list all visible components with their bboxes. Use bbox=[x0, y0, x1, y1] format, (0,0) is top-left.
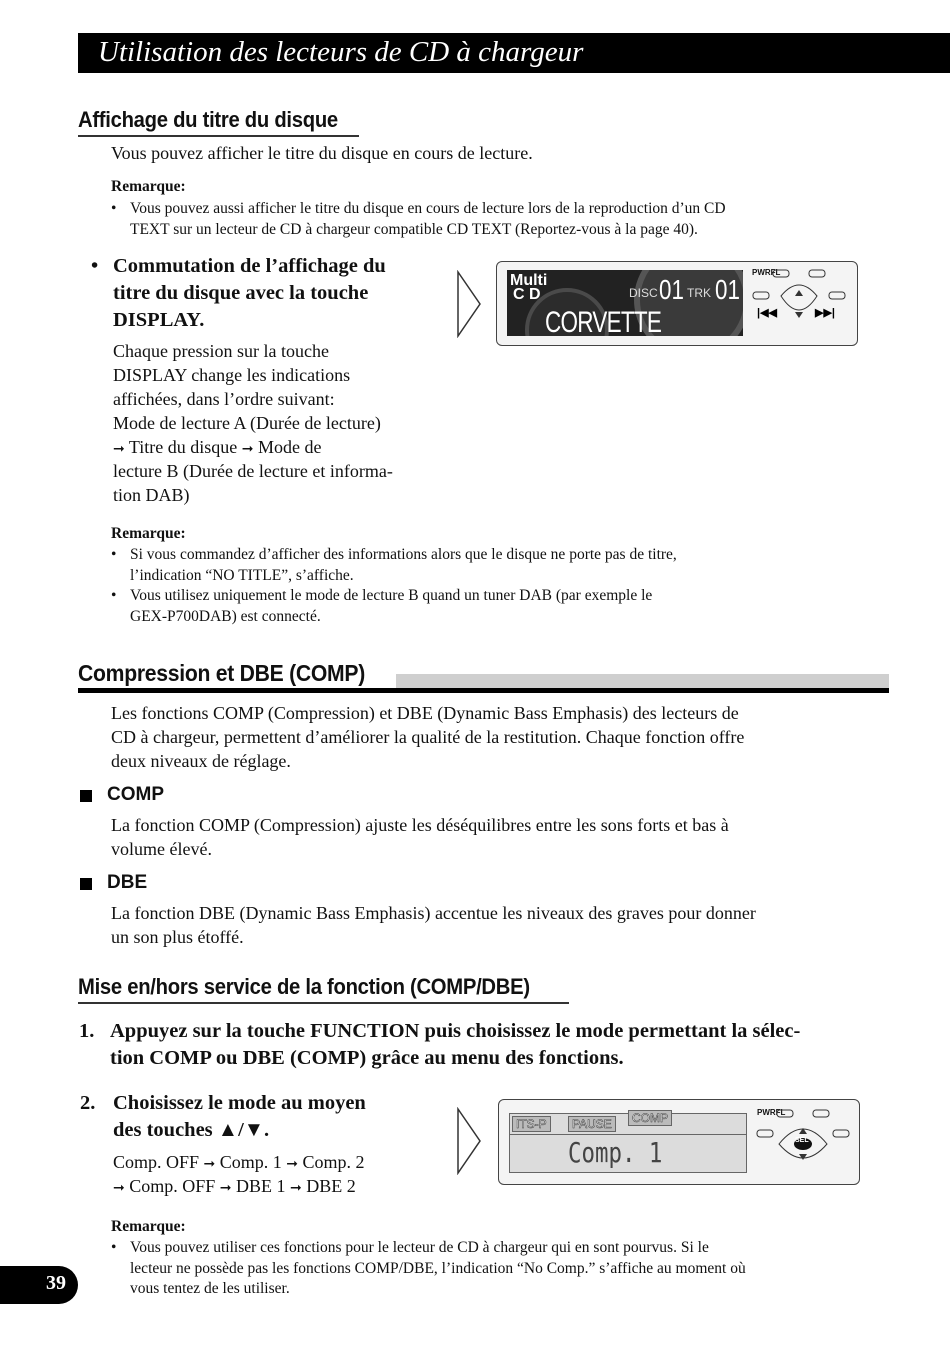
pwrfl-label: PWRFL bbox=[752, 268, 781, 277]
sub-heading-bullet: • bbox=[91, 255, 99, 277]
section-heading-comp-dbe: Mise en/hors service de la fonction (COMP/DBE) bbox=[78, 974, 530, 999]
note-line: l’indication “NO TITLE”, s’affiche. bbox=[130, 567, 354, 584]
heading-underline bbox=[78, 1002, 569, 1004]
note-line: Vous utilisez uniquement le mode de lecture B quand un tuner DAB (par exemple le bbox=[130, 587, 653, 604]
pause-indicator: PAUSE bbox=[568, 1116, 616, 1132]
display-panel-disc-title bbox=[496, 261, 858, 346]
svg-text:|◀◀: |◀◀ bbox=[757, 307, 777, 319]
pwrfl-label: PWRFL bbox=[757, 1108, 786, 1117]
page-number-tab bbox=[0, 1266, 78, 1304]
step-number: 2. bbox=[80, 1092, 96, 1114]
body-line: La fonction COMP (Compression) ajuste les déséquilibres entre les sons forts et bas à bbox=[111, 815, 729, 835]
body-line: DISPLAY change les indications bbox=[113, 365, 351, 385]
sequence-item: Titre du disque bbox=[128, 437, 238, 457]
note-line: lecteur ne possède pas les fonctions COMP/DBE, l’indication “No Comp.” s’affiche au moment où bbox=[130, 1260, 746, 1277]
pointer-triangle-icon bbox=[456, 1107, 482, 1175]
display-panel-comp bbox=[498, 1099, 860, 1185]
body-line: affichées, dans l’ordre suivant: bbox=[113, 389, 335, 409]
sequence-item: Comp. 1 bbox=[219, 1152, 282, 1172]
lcd-screen bbox=[509, 1113, 747, 1173]
body-line: Mode de lecture A (Durée de lecture) bbox=[113, 413, 381, 433]
step-line: Choisissez le mode au moyen bbox=[113, 1092, 366, 1114]
step-line: tion COMP ou DBE (COMP) grâce au menu des fonctions. bbox=[110, 1047, 624, 1069]
note-line: GEX-P700DAB) est connecté. bbox=[130, 608, 321, 625]
note-bullet: • bbox=[111, 200, 117, 217]
arrow-right-icon: ➞ bbox=[113, 441, 125, 457]
sub-heading-line: titre du disque avec la touche bbox=[113, 282, 369, 304]
page-number: 39 bbox=[46, 1272, 66, 1294]
lcd-screen bbox=[507, 270, 743, 339]
body-line: un son plus étoffé. bbox=[111, 927, 244, 947]
sel-label: SEL bbox=[795, 1137, 809, 1144]
track-number: 01 bbox=[715, 274, 740, 305]
note-bullet: • bbox=[111, 1239, 117, 1256]
sub-heading-line: DISPLAY. bbox=[113, 309, 205, 331]
note-label: Remarque: bbox=[111, 1218, 186, 1235]
body-line: deux niveaux de réglage. bbox=[111, 751, 291, 771]
heading-underline bbox=[78, 135, 359, 137]
its-p-indicator: ITS-P bbox=[512, 1116, 551, 1132]
arrow-right-icon: ➞ bbox=[286, 1156, 299, 1172]
note-bullet: • bbox=[111, 587, 117, 604]
arrow-right-icon: ➞ bbox=[219, 1180, 232, 1196]
sequence-item: Mode de bbox=[258, 437, 322, 457]
note-line: Vous pouvez utiliser ces fonctions pour le lecteur de CD à chargeur qui en sont pourvus. Si le bbox=[130, 1239, 709, 1256]
section-heading-disc-title: Affichage du titre du disque bbox=[78, 107, 338, 132]
step-line: des touches ▲/▼. bbox=[113, 1119, 270, 1141]
section1-intro: Vous pouvez afficher le titre du disque en cours de lecture. bbox=[111, 143, 533, 163]
arrow-right-icon: ➞ bbox=[241, 441, 254, 457]
note-line: Vous pouvez aussi afficher le titre du disque en cours de lecture lors de la reproduction d’un CD bbox=[130, 200, 726, 217]
body-line: tion DAB) bbox=[113, 485, 190, 505]
lcd-divider bbox=[510, 1134, 746, 1135]
comp-heading: COMP bbox=[107, 784, 164, 805]
note-line: Si vous commandez d’afficher des informations alors que le disque ne porte pas de titre, bbox=[130, 546, 677, 563]
square-bullet-icon bbox=[80, 878, 92, 890]
step-line: Appuyez sur la touche FUNCTION puis choisissez le mode permettant la sélec- bbox=[110, 1020, 801, 1042]
section-rule bbox=[78, 688, 889, 693]
arrow-right-icon: ➞ bbox=[290, 1180, 302, 1196]
dbe-heading: DBE bbox=[107, 872, 148, 893]
body-line: CD à chargeur, permettent d’améliorer la qualité de la restitution. Chaque fonction offre bbox=[111, 727, 745, 747]
page-title-bar bbox=[78, 33, 950, 73]
sequence-item: Comp. 2 bbox=[302, 1152, 365, 1172]
svg-text:▶▶|: ▶▶| bbox=[815, 307, 835, 319]
sequence-item: DBE 2 bbox=[306, 1176, 356, 1196]
body-line: volume élevé. bbox=[111, 839, 212, 859]
mode-sequence-line bbox=[113, 1150, 365, 1176]
track-label: TRK bbox=[687, 286, 711, 300]
body-line: La fonction DBE (Dynamic Bass Emphasis) accentue les niveaux des graves pour donner bbox=[111, 903, 756, 923]
note-line: TEXT sur un lecteur de CD à chargeur compatible CD TEXT (Reportez-vous à la page 40). bbox=[130, 221, 698, 238]
sequence-item: Comp. OFF bbox=[129, 1176, 216, 1196]
arrow-right-icon: ➞ bbox=[203, 1156, 216, 1172]
body-line: lecture B (Durée de lecture et informa- bbox=[113, 461, 393, 481]
step-number: 1. bbox=[79, 1020, 95, 1042]
mode-sequence-line bbox=[113, 1174, 356, 1200]
comp-mode-value: Comp. 1 bbox=[568, 1136, 663, 1169]
body-line: Les fonctions COMP (Compression) et DBE (Dynamic Bass Emphasis) des lecteurs de bbox=[111, 703, 739, 723]
section-heading-compression: Compression et DBE (COMP) bbox=[78, 660, 366, 686]
disc-label: DISC bbox=[629, 286, 658, 300]
disc-number: 01 bbox=[659, 274, 684, 305]
note-line: vous tentez de les utiliser. bbox=[130, 1280, 290, 1297]
sub-heading-line: Commutation de l’affichage du bbox=[113, 255, 386, 277]
sequence-item: Comp. OFF bbox=[113, 1152, 200, 1172]
section-heading-box bbox=[78, 660, 396, 688]
note-label: Remarque: bbox=[111, 178, 186, 195]
arrow-right-icon: ➞ bbox=[113, 1180, 125, 1196]
note-bullet: • bbox=[111, 546, 117, 563]
disc-title-display: CORVETTE bbox=[545, 306, 662, 339]
sequence-line bbox=[113, 435, 321, 461]
page-title: Utilisation des lecteurs de CD à chargeur bbox=[98, 36, 584, 68]
pointer-triangle-icon bbox=[456, 270, 482, 338]
control-buttons-icon bbox=[751, 268, 851, 338]
square-bullet-icon bbox=[80, 790, 92, 802]
sequence-item: DBE 1 bbox=[236, 1176, 286, 1196]
body-line: Chaque pression sur la touche bbox=[113, 341, 329, 361]
multi-cd-logo: Multi C D bbox=[510, 272, 548, 303]
note-label: Remarque: bbox=[111, 525, 186, 542]
comp-indicator: COMP bbox=[628, 1110, 672, 1126]
